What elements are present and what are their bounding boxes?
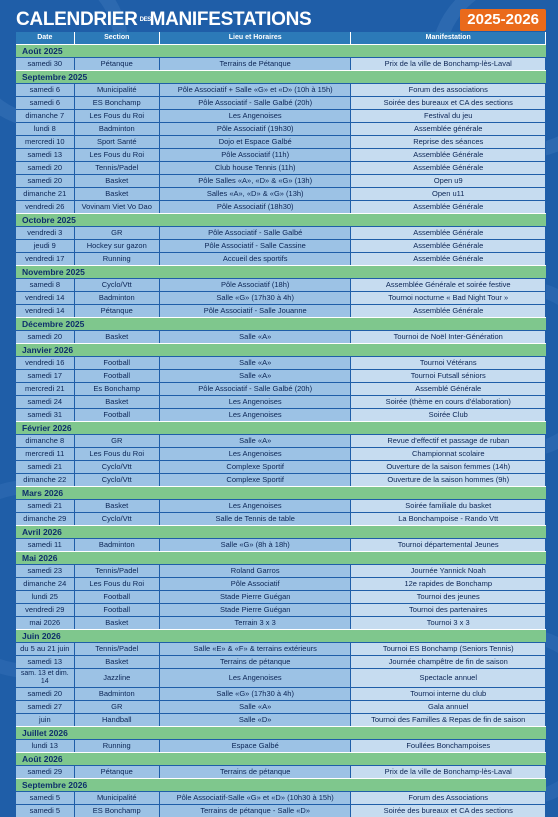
cell-manifestation: Assemblée Générale et soirée festive [351, 279, 546, 291]
column-header-date: Date [16, 32, 75, 44]
table-row [16, 765, 546, 778]
table-row [16, 447, 546, 460]
cell-date: vendredi 14 [16, 305, 75, 317]
month-heading: Février 2026 [16, 421, 546, 434]
table-row [16, 187, 546, 200]
cell-date: samedi 24 [16, 396, 75, 408]
cell-lieu: Terrains de pétanque - Salle «D» [160, 805, 352, 817]
cell-manifestation: Ouverture de la saison femmes (14h) [351, 461, 546, 473]
cell-section: Pétanque [75, 58, 160, 70]
table-row [16, 161, 546, 174]
cell-section: Running [75, 740, 160, 752]
table-row [16, 382, 546, 395]
cell-manifestation: Open u11 [351, 188, 546, 200]
cell-date: samedi 29 [16, 766, 75, 778]
cell-manifestation: Prix de la ville de Bonchamp-lès-Laval [351, 766, 546, 778]
cell-date: samedi 20 [16, 175, 75, 187]
table-row [16, 434, 546, 447]
table-row [16, 135, 546, 148]
cell-lieu: Pôle Associatif - Salle Galbé [160, 227, 352, 239]
cell-manifestation: Tournoi nocturne « Bad Night Tour » [351, 292, 546, 304]
cell-date: samedi 21 [16, 461, 75, 473]
cell-manifestation: Festival du jeu [351, 110, 546, 122]
cell-manifestation: Assemblée Générale [351, 305, 546, 317]
cell-lieu: Complexe Sportif [160, 474, 352, 486]
table-row [16, 590, 546, 603]
table-row [16, 473, 546, 486]
table-row [16, 739, 546, 752]
table-row [16, 226, 546, 239]
table-row [16, 668, 546, 687]
cell-section: Pétanque [75, 766, 160, 778]
table-row [16, 174, 546, 187]
month-heading: Avril 2026 [16, 525, 546, 538]
cell-date: sam. 13 et dim. 14 [16, 669, 75, 687]
cell-manifestation: Soirée familiale du basket [351, 500, 546, 512]
cell-section: Cyclo/Vtt [75, 461, 160, 473]
cell-manifestation: Ouverture de la saison hommes (9h) [351, 474, 546, 486]
cell-section: GR [75, 435, 160, 447]
title-part-2: MANIFESTATIONS [149, 9, 312, 30]
cell-section: Les Fous du Roi [75, 149, 160, 161]
cell-manifestation: Assemblée Générale [351, 227, 546, 239]
cell-manifestation: Open u9 [351, 175, 546, 187]
cell-section: ES Bonchamp [75, 97, 160, 109]
table-row [16, 200, 546, 213]
cell-date: jeudi 9 [16, 240, 75, 252]
month-heading: Août 2026 [16, 752, 546, 765]
cell-section: GR [75, 701, 160, 713]
cell-lieu: Les Angenoises [160, 448, 352, 460]
cell-lieu: Pôle Associatif (11h) [160, 149, 352, 161]
cell-lieu: Pôle Associatif - Salle Galbé (20h) [160, 383, 352, 395]
cell-section: ES Bonchamp [75, 805, 160, 817]
cell-section: Basket [75, 500, 160, 512]
cell-date: samedi 8 [16, 279, 75, 291]
cell-section: Basket [75, 331, 160, 343]
cell-manifestation: Assemblée Générale [351, 201, 546, 213]
cell-manifestation: Championnat scolaire [351, 448, 546, 460]
cell-manifestation: Assemblé Générale [351, 383, 546, 395]
cell-lieu: Stade Pierre Guégan [160, 604, 352, 616]
column-header-section: Section [75, 32, 160, 44]
cell-section: Football [75, 357, 160, 369]
cell-lieu: Salle «A» [160, 370, 352, 382]
cell-manifestation: Tournoi Vétérans [351, 357, 546, 369]
season-badge: 2025-2026 [460, 9, 546, 31]
table-row [16, 616, 546, 629]
cell-date: mercredi 21 [16, 383, 75, 395]
cell-lieu: Terrains de Pétanque [160, 58, 352, 70]
cell-manifestation: Soirée des bureaux et CA des sections [351, 97, 546, 109]
cell-manifestation: Tournoi des partenaires [351, 604, 546, 616]
cell-date: samedi 17 [16, 370, 75, 382]
cell-manifestation: La Bonchampoise - Rando Vtt [351, 513, 546, 525]
cell-date: mercredi 11 [16, 448, 75, 460]
cell-lieu: Les Angenoises [160, 669, 352, 687]
cell-section: Les Fous du Roi [75, 578, 160, 590]
cell-section: GR [75, 227, 160, 239]
cell-date: mercredi 10 [16, 136, 75, 148]
cell-date: dimanche 24 [16, 578, 75, 590]
cell-date: dimanche 29 [16, 513, 75, 525]
table-row [16, 804, 546, 817]
table-row [16, 278, 546, 291]
table-row [16, 109, 546, 122]
table-row [16, 791, 546, 804]
table-row [16, 252, 546, 265]
cell-date: samedi 23 [16, 565, 75, 577]
cell-lieu: Salle «A» [160, 331, 352, 343]
cell-section: Jazzline [75, 669, 160, 687]
table-row [16, 499, 546, 512]
cell-date: juin [16, 714, 75, 726]
page-header [16, 8, 546, 32]
cell-section: Badminton [75, 123, 160, 135]
cell-section: Football [75, 370, 160, 382]
cell-date: vendredi 14 [16, 292, 75, 304]
page-title [16, 8, 311, 32]
cell-lieu: Les Angenoises [160, 500, 352, 512]
cell-lieu: Pôle Associatif - Salle Cassine [160, 240, 352, 252]
cell-lieu: Terrains de pétanque [160, 656, 352, 668]
cell-lieu: Terrain 3 x 3 [160, 617, 352, 629]
cell-manifestation: Assemblée Générale [351, 162, 546, 174]
cell-section: Tennis/Padel [75, 643, 160, 655]
cell-date: samedi 13 [16, 149, 75, 161]
cell-manifestation: Soirée (thème en cours d'élaboration) [351, 396, 546, 408]
cell-section: Cyclo/Vtt [75, 474, 160, 486]
cell-lieu: Salle «D» [160, 714, 352, 726]
table-row [16, 148, 546, 161]
cell-lieu: Espace Galbé [160, 740, 352, 752]
cell-manifestation: Assemblée Générale [351, 240, 546, 252]
cell-section: Basket [75, 617, 160, 629]
table-row [16, 713, 546, 726]
table-row [16, 700, 546, 713]
cell-date: vendredi 26 [16, 201, 75, 213]
cell-manifestation: Prix de la ville de Bonchamp-lès-Laval [351, 58, 546, 70]
cell-lieu: Salle «G» (17h30 à 4h) [160, 688, 352, 700]
month-heading: Juillet 2026 [16, 726, 546, 739]
cell-manifestation: Tournoi départemental Jeunes [351, 539, 546, 551]
table-row [16, 330, 546, 343]
cell-date: dimanche 7 [16, 110, 75, 122]
cell-section: Cyclo/Vtt [75, 513, 160, 525]
cell-lieu: Pôle Associatif-Salle «G» et «D» (10h30 à 15h) [160, 792, 352, 804]
cell-manifestation: Forum des Associations [351, 792, 546, 804]
cell-lieu: Pôle Associatif (18h) [160, 279, 352, 291]
table-row [16, 460, 546, 473]
cell-date: vendredi 29 [16, 604, 75, 616]
table-row [16, 538, 546, 551]
cell-date: dimanche 21 [16, 188, 75, 200]
cell-section: Handball [75, 714, 160, 726]
cell-manifestation: Assemblée Générale [351, 149, 546, 161]
cell-section: Basket [75, 656, 160, 668]
cell-lieu: Les Angenoises [160, 396, 352, 408]
table-row [16, 291, 546, 304]
cell-date: samedi 21 [16, 500, 75, 512]
title-des: DES [139, 16, 151, 23]
cell-section: Pétanque [75, 305, 160, 317]
cell-manifestation: Tournoi Futsall séniors [351, 370, 546, 382]
cell-manifestation: Forum des associations [351, 84, 546, 96]
cell-manifestation: Tournoi ES Bonchamp (Seniors Tennis) [351, 643, 546, 655]
table-row [16, 239, 546, 252]
cell-lieu: Terrains de pétanque [160, 766, 352, 778]
cell-lieu: Pôle Salles «A», «D» & «G» (13h) [160, 175, 352, 187]
cell-date: lundi 13 [16, 740, 75, 752]
cell-section: Municipalité [75, 792, 160, 804]
month-heading: Mai 2026 [16, 551, 546, 564]
cell-section: Basket [75, 188, 160, 200]
cell-lieu: Pôle Associatif - Salle Galbé (20h) [160, 97, 352, 109]
table-row [16, 83, 546, 96]
month-heading: Octobre 2025 [16, 213, 546, 226]
cell-manifestation: Gala annuel [351, 701, 546, 713]
month-heading: Janvier 2026 [16, 343, 546, 356]
cell-lieu: Club house Tennis (11h) [160, 162, 352, 174]
cell-date: samedi 6 [16, 84, 75, 96]
cell-date: du 5 au 21 juin [16, 643, 75, 655]
cell-date: samedi 20 [16, 162, 75, 174]
month-heading: Décembre 2025 [16, 317, 546, 330]
cell-lieu: Pôle Associatif + Salle «G» et «D» (10h à 15h) [160, 84, 352, 96]
table-row [16, 96, 546, 109]
cell-lieu: Les Angenoises [160, 409, 352, 421]
cell-manifestation: Assemblée Générale [351, 253, 546, 265]
cell-date: samedi 20 [16, 688, 75, 700]
table-row [16, 57, 546, 70]
month-heading: Mars 2026 [16, 486, 546, 499]
table-row [16, 395, 546, 408]
cell-manifestation: Tournoi des Familles & Repas de fin de saison [351, 714, 546, 726]
cell-manifestation: Journée champêtre de fin de saison [351, 656, 546, 668]
events-table [16, 32, 546, 817]
cell-date: samedi 6 [16, 97, 75, 109]
cell-lieu: Pôle Associatif (19h30) [160, 123, 352, 135]
cell-lieu: Pôle Associatif (18h30) [160, 201, 352, 213]
cell-lieu: Roland Garros [160, 565, 352, 577]
cell-manifestation: Tournoi de Noël Inter-Génération [351, 331, 546, 343]
cell-date: samedi 13 [16, 656, 75, 668]
month-heading: Septembre 2025 [16, 70, 546, 83]
cell-manifestation: Spectacle annuel [351, 669, 546, 687]
cell-section: Les Fous du Roi [75, 448, 160, 460]
cell-date: vendredi 16 [16, 357, 75, 369]
cell-manifestation: 12e rapides de Bonchamp [351, 578, 546, 590]
table-row [16, 512, 546, 525]
cell-lieu: Accueil des sportifs [160, 253, 352, 265]
month-heading: Juin 2026 [16, 629, 546, 642]
cell-lieu: Salle «A» [160, 701, 352, 713]
cell-section: Football [75, 604, 160, 616]
cell-manifestation: Soirée des bureaux et CA des sections [351, 805, 546, 817]
cell-date: dimanche 8 [16, 435, 75, 447]
cell-lieu: Pôle Associatif [160, 578, 352, 590]
cell-lieu: Salle «A» [160, 357, 352, 369]
cell-manifestation: Reprise des séances [351, 136, 546, 148]
cell-lieu: Salle «G» (17h30 à 4h) [160, 292, 352, 304]
cell-date: samedi 5 [16, 805, 75, 817]
cell-section: Basket [75, 396, 160, 408]
table-row [16, 655, 546, 668]
cell-manifestation: Journée Yannick Noah [351, 565, 546, 577]
table-row [16, 687, 546, 700]
table-row [16, 564, 546, 577]
cell-lieu: Pôle Associatif - Salle Jouanne [160, 305, 352, 317]
cell-date: dimanche 22 [16, 474, 75, 486]
cell-date: lundi 25 [16, 591, 75, 603]
table-row [16, 408, 546, 421]
cell-lieu: Salle «A» [160, 435, 352, 447]
cell-lieu: Complexe Sportif [160, 461, 352, 473]
cell-section: Badminton [75, 539, 160, 551]
table-header [16, 32, 546, 44]
table-row [16, 122, 546, 135]
cell-section: Football [75, 591, 160, 603]
cell-date: samedi 27 [16, 701, 75, 713]
cell-section: Municipalité [75, 84, 160, 96]
cell-section: Hockey sur gazon [75, 240, 160, 252]
table-row [16, 603, 546, 616]
cell-section: Running [75, 253, 160, 265]
cell-section: Badminton [75, 688, 160, 700]
cell-date: samedi 30 [16, 58, 75, 70]
cell-date: vendredi 3 [16, 227, 75, 239]
column-header-manifestation: Manifestation [351, 32, 546, 44]
cell-lieu: Dojo et Espace Galbé [160, 136, 352, 148]
cell-section: Cyclo/Vtt [75, 279, 160, 291]
cell-manifestation: Tournoi des jeunes [351, 591, 546, 603]
table-row [16, 356, 546, 369]
cell-lieu: Salles «A», «D» & «G» (13h) [160, 188, 352, 200]
cell-section: Sport Santé [75, 136, 160, 148]
cell-manifestation: Assemblée générale [351, 123, 546, 135]
cell-lieu: Salle de Tennis de table [160, 513, 352, 525]
table-row [16, 304, 546, 317]
cell-section: Football [75, 409, 160, 421]
cell-section: Les Fous du Roi [75, 110, 160, 122]
cell-manifestation: Revue d'effectif et passage de ruban [351, 435, 546, 447]
title-part-1: CALENDRIER [16, 9, 138, 30]
cell-manifestation: Tournoi 3 x 3 [351, 617, 546, 629]
cell-date: vendredi 17 [16, 253, 75, 265]
cell-date: samedi 5 [16, 792, 75, 804]
cell-section: Basket [75, 175, 160, 187]
cell-lieu: Les Angenoises [160, 110, 352, 122]
cell-manifestation: Foullées Bonchampoises [351, 740, 546, 752]
cell-date: lundi 8 [16, 123, 75, 135]
cell-section: Badminton [75, 292, 160, 304]
cell-date: mai 2026 [16, 617, 75, 629]
table-row [16, 577, 546, 590]
cell-lieu: Stade Pierre Guégan [160, 591, 352, 603]
cell-lieu: Salle «E» & «F» & terrains extérieurs [160, 643, 352, 655]
cell-lieu: Salle «G» (8h à 18h) [160, 539, 352, 551]
cell-date: samedi 31 [16, 409, 75, 421]
table-row [16, 642, 546, 655]
month-heading: Septembre 2026 [16, 778, 546, 791]
cell-manifestation: Tournoi interne du club [351, 688, 546, 700]
cell-section: Tennis/Padel [75, 565, 160, 577]
cell-section: Tennis/Padel [75, 162, 160, 174]
month-heading: Août 2025 [16, 44, 546, 57]
month-heading: Novembre 2025 [16, 265, 546, 278]
cell-section: Es Bonchamp [75, 383, 160, 395]
table-row [16, 369, 546, 382]
column-header-lieu: Lieu et Horaires [160, 32, 352, 44]
cell-date: samedi 20 [16, 331, 75, 343]
cell-section: Vovinam Viet Vo Dao [75, 201, 160, 213]
cell-date: samedi 11 [16, 539, 75, 551]
cell-manifestation: Soirée Club [351, 409, 546, 421]
